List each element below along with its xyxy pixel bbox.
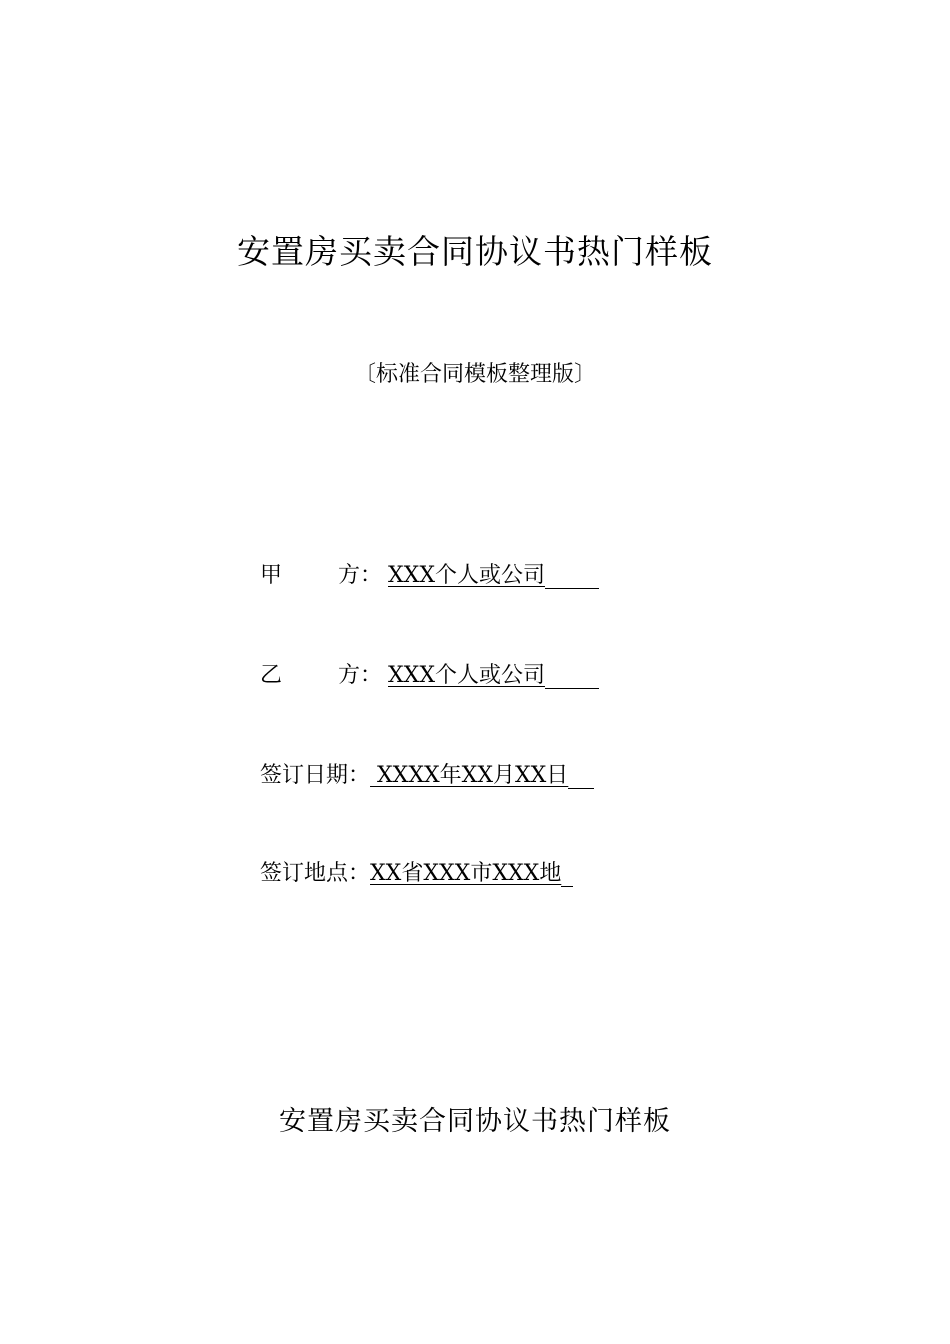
party-a-label-char: 甲 xyxy=(260,563,283,588)
sign-date-field xyxy=(260,760,594,792)
party-b-field xyxy=(260,660,599,692)
party-b-value: XXX个人或公司 xyxy=(388,663,545,688)
party-a-field xyxy=(260,560,599,592)
party-a-label xyxy=(260,560,388,592)
party-a-label-suffix: 方： xyxy=(338,563,383,588)
sign-date-value: XXXX年XX月XX日 xyxy=(370,763,569,788)
sign-date-underline xyxy=(568,760,594,789)
sign-place-underline xyxy=(561,858,573,887)
sign-place-label: 签订地点： xyxy=(260,861,371,886)
party-a-value: XXX个人或公司 xyxy=(388,563,545,588)
sign-date-label: 签订日期： xyxy=(260,763,371,788)
party-a-underline xyxy=(545,560,599,589)
party-b-label-suffix: 方： xyxy=(338,663,383,688)
document-title: 安置房买卖合同协议书热门样板 xyxy=(237,232,713,271)
sign-place-field xyxy=(260,858,573,890)
document-subtitle: 〔标准合同模板整理版〕 xyxy=(353,362,596,387)
sign-place-value: XX省XXX市XXX地 xyxy=(370,861,562,886)
party-b-underline xyxy=(545,660,599,689)
party-b-label xyxy=(260,660,388,692)
footer-title: 安置房买卖合同协议书热门样板 xyxy=(279,1106,671,1137)
party-b-label-char: 乙 xyxy=(260,663,283,688)
